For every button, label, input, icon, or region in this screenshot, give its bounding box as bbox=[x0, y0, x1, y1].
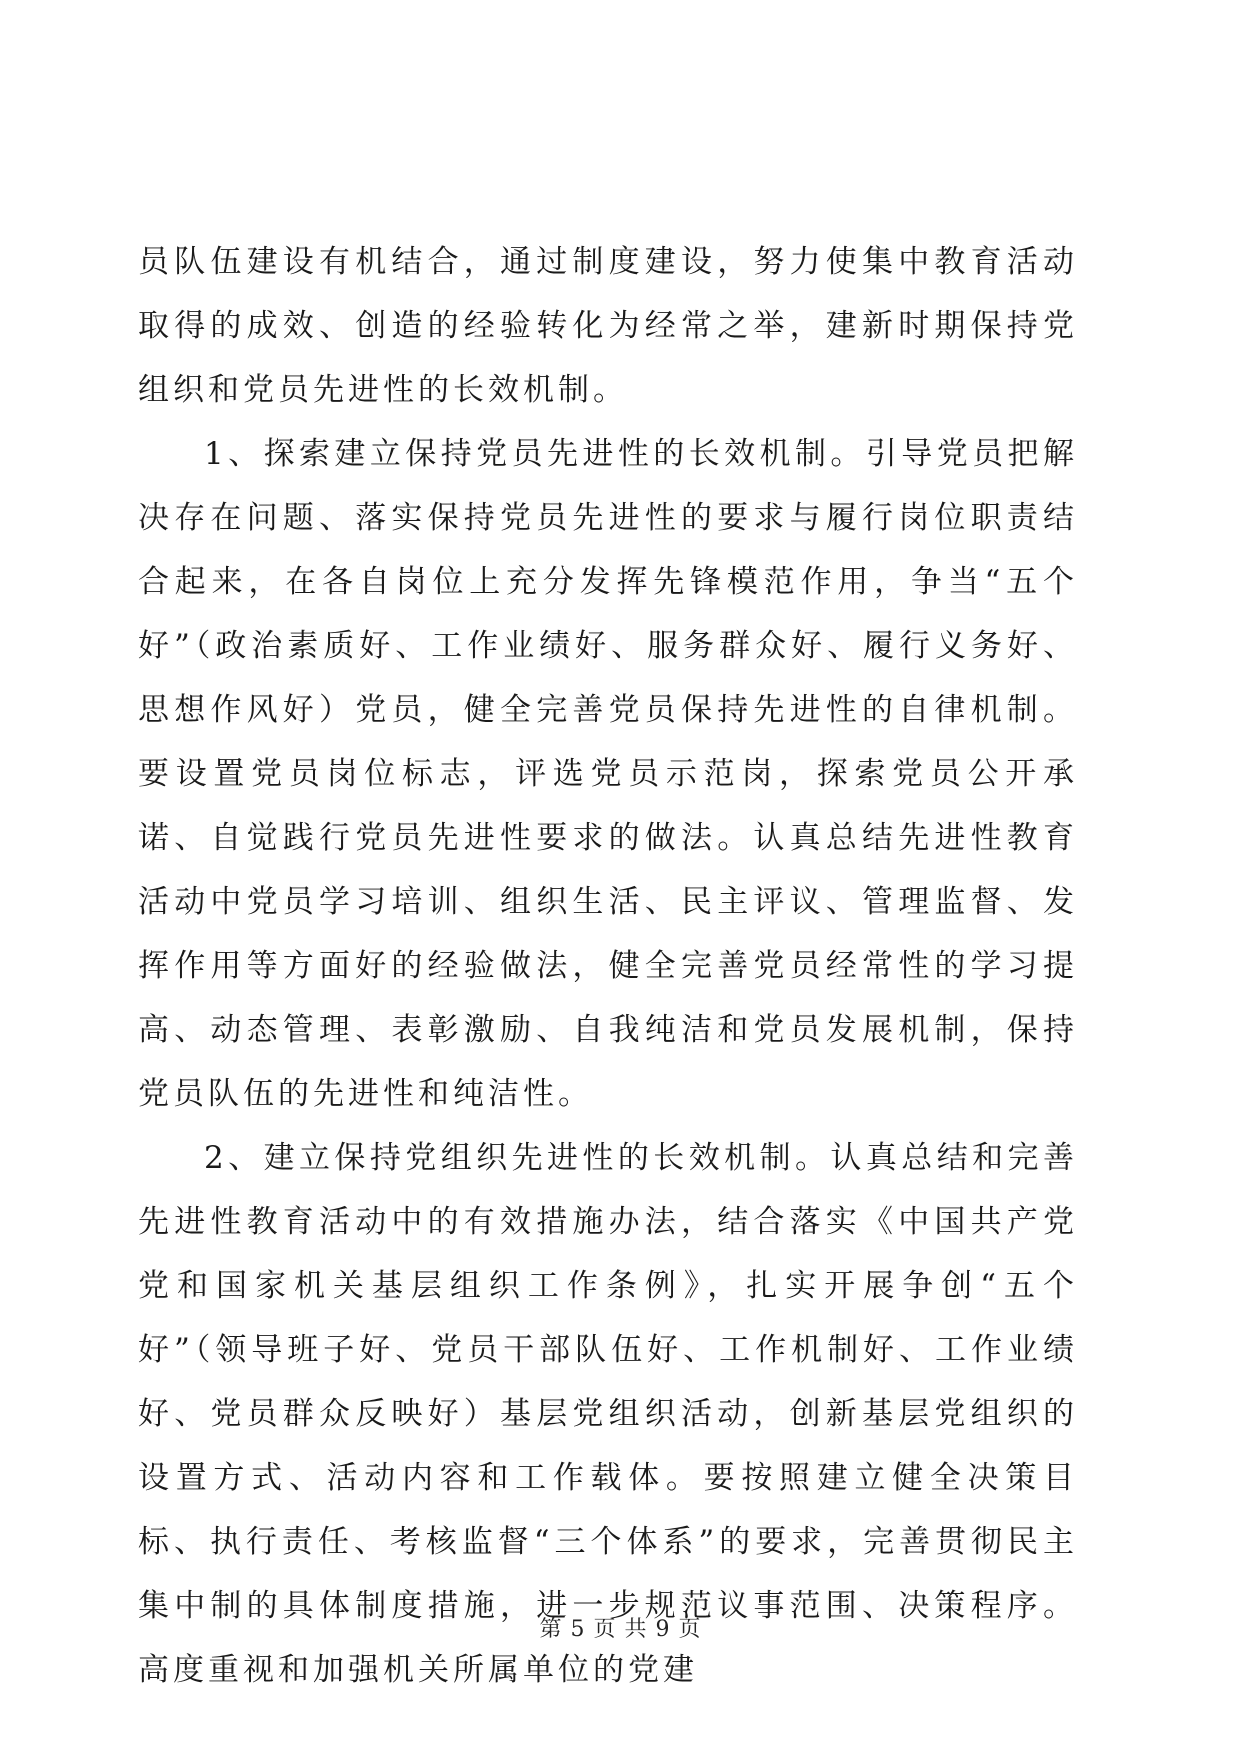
paragraph-party-organization-mechanism: 2、建立保持党组织先进性的长效机制。认真总结和完善先进性教育活动中的有效措施办法，结合落实《中国共产党党和国家机关基层组织工作条例》，扎实开展争创“五个好”（领导班子好、党员干部队伍好、工作机制好、工作业绩好、党员群众反映好）基层党组织活动，创新基层党组织的设置方式、活动内容和工作载体。要按照建立健全决策目标、执行责任、考核监督“三个体系”的要求，完善贯彻民主集中制的具体制度措施，进一步规范议事范围、决策程序。高度重视和加强机关所属单位的党建 bbox=[138, 1140, 1078, 1688]
body-text bbox=[138, 230, 1078, 1702]
page-footer: 第 5 页 共 9 页 bbox=[539, 1617, 702, 1642]
paragraph-party-member-mechanism: 1、探索建立保持党员先进性的长效机制。引导党员把解决存在问题、落实保持党员先进性的要求与履行岗位职责结合起来，在各自岗位上充分发挥先锋模范作用，争当“五个好”（政治素质好、工作业绩好、服务群众好、履行义务好、思想作风好）党员，健全完善党员保持先进性的自律机制。要设置党员岗位标志，评选党员示范岗，探索党员公开承诺、自觉践行党员先进性要求的做法。认真总结先进性教育活动中党员学习培训、组织生活、民主评议、管理监督、发挥作用等方面好的经验做法，健全完善党员经常性的学习提高、动态管理、表彰激励、自我纯洁和党员发展机制，保持党员队伍的先进性和纯洁性。 bbox=[138, 436, 1078, 1112]
paragraph-continuation: 员队伍建设有机结合，通过制度建设，努力使集中教育活动取得的成效、创造的经验转化为经常之举，建新时期保持党组织和党员先进性的长效机制。 bbox=[138, 244, 1078, 408]
